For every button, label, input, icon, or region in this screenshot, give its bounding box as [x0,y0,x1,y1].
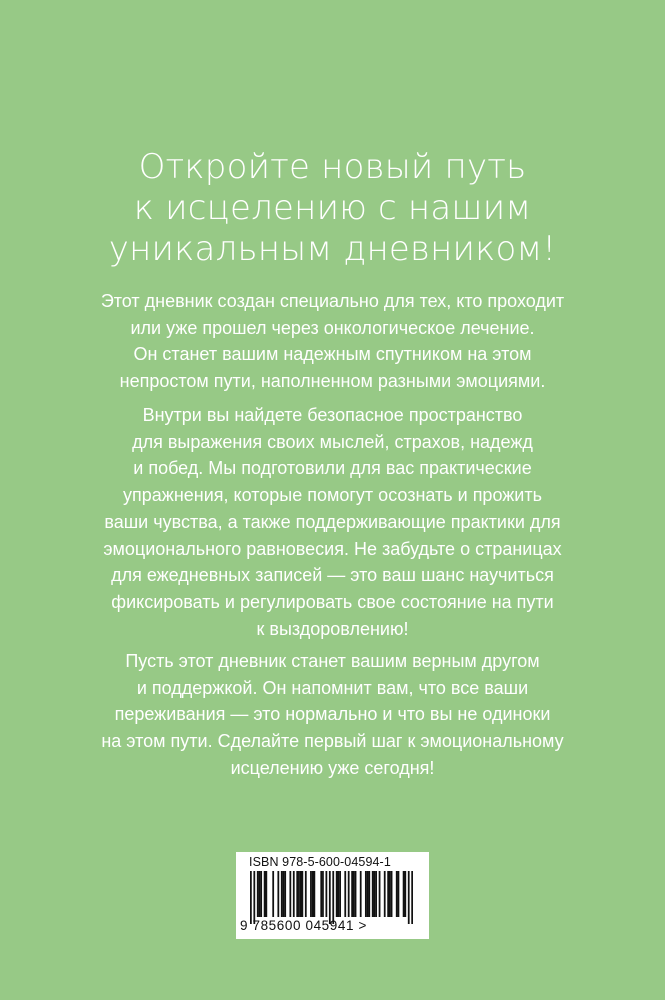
heading-line: Откройте новый путь [138,147,527,187]
barcode-bar [368,871,370,917]
barcode-bar [259,871,261,917]
barcode-bar [277,871,279,917]
barcode-bar [367,871,369,917]
isbn-label: ISBN 978-5-600-04594-1 [249,855,391,869]
text-line: Этот дневник создан специально для тех, кто проходит [100,291,565,311]
barcode-bar [253,871,255,924]
barcode-bar [374,871,376,917]
description-paragraph-2 [0,402,665,642]
barcode-bar [329,871,331,924]
text-line: и поддержкой. Он напомнит вам, что все ваши [136,677,529,698]
isbn-barcode [236,852,429,939]
barcode-bar [272,871,274,917]
description-paragraph-3 [0,648,665,782]
barcode-bar [296,871,298,917]
text-line: или уже прошел через онкологическое лечение. [130,317,535,338]
text-line: и побед. Мы подготовили для вас практические [133,458,532,479]
barcode-bar [336,871,338,917]
barcode-bar [365,871,367,917]
text-line: переживания — это нормально и что вы не одиноки [114,704,551,725]
barcode-bar [355,871,357,917]
barcode-bar [322,871,324,917]
barcode-bar [257,871,259,917]
barcode-bar [391,871,393,917]
text-line: на этом пути. Сделайте первый шаг к эмоциональному [101,731,564,752]
text-line: Пусть этот дневник станет вашим верным другом [125,651,540,671]
barcode-bar [298,871,300,917]
barcode-bar [264,871,266,917]
cover-heading [0,147,665,270]
text-line: к выздоровлению! [256,618,409,639]
barcode-bar [408,871,410,924]
barcode-bar [313,871,315,917]
text-line: ваши чувства, а также поддерживающие практики для [104,511,561,532]
text-line: эмоционального равновесия. Не забудьте о страницах [103,538,562,559]
barcode-bar [305,871,307,917]
barcode-bar [250,871,252,924]
barcode-bar [411,871,413,924]
text-line: исцелению уже сегодня! [230,757,435,778]
barcode-bar [284,871,286,917]
barcode-bar [300,871,302,917]
barcode-bar [320,871,322,917]
barcode-bar [398,871,400,917]
barcode-bar [265,871,267,917]
barcode-bar [338,871,340,917]
barcode-bar [389,871,391,917]
barcode-digits: 9 785600 045941 > [240,918,367,933]
barcode-bar [379,871,381,917]
text-line: для ежедневных записей — это ваш шанс научиться [111,565,554,586]
barcode-bar [344,871,346,917]
barcode-bar [351,871,353,917]
barcode-bar [289,871,291,917]
barcode-bar [283,871,285,917]
barcode-bar [396,871,398,917]
barcode-bar [353,871,355,917]
text-line: фиксировать и регулировать свое состояние на пути [111,591,554,612]
text-line: Он станет вашим надежным спутником на этом [133,344,532,365]
barcode-bar [293,871,295,917]
text-line: непростом пути, наполненном разными эмоциями. [119,371,546,392]
barcode-bar [360,871,362,917]
description-paragraph-1 [0,288,665,395]
barcode-bar [387,871,389,917]
barcode-bar [348,871,350,917]
barcode-bar [301,871,303,917]
barcode-bar [403,871,405,917]
barcode-bar [404,871,406,917]
barcode-bars [250,871,413,924]
barcode-bar [384,871,386,917]
text-line: для выражения своих мыслей, страхов, надежд [132,431,533,452]
text-line: упражнения, которые помогут осознать и прожить [123,485,542,506]
barcode-bar [310,871,312,917]
barcode-bar [281,871,283,917]
barcode-bar [375,871,377,917]
text-line: Внутри вы найдете безопасное пространство [142,405,523,425]
heading-line: к исцелению с нашим [133,188,532,228]
barcode-bar [332,871,334,924]
heading-line: уникальным дневником! [108,229,557,269]
barcode-bar [312,871,314,917]
barcode-bar [260,871,262,917]
barcode-bar [372,871,374,917]
barcode-bar [339,871,341,917]
barcode-bar [325,871,327,917]
